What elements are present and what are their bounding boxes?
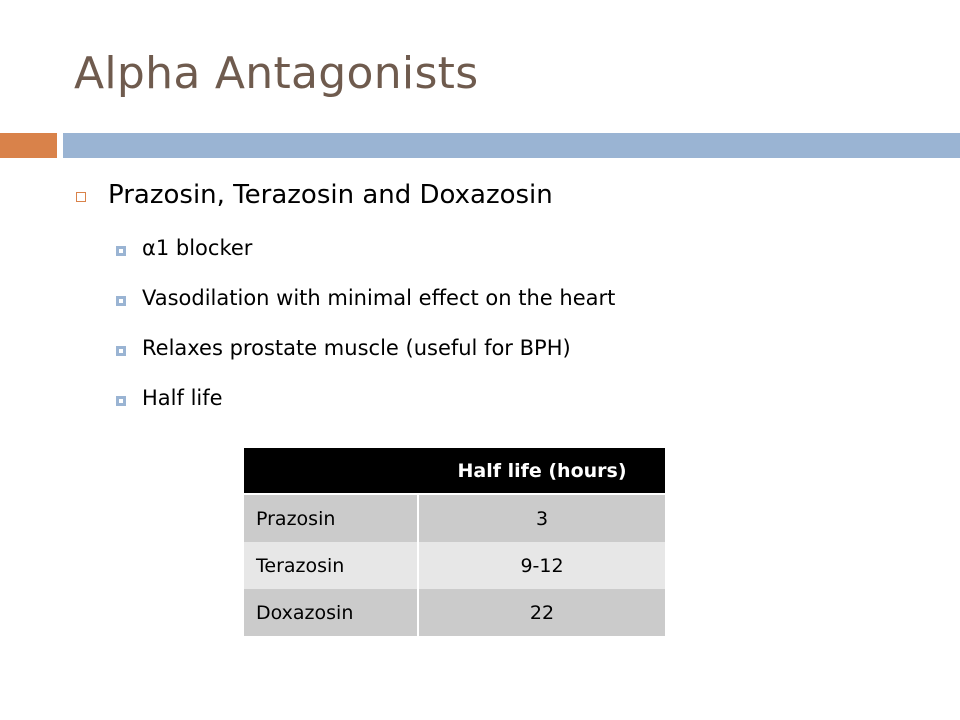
table-header-half-life: Half life (hours)	[419, 448, 665, 495]
half-life-table	[244, 448, 665, 636]
bullet-level2-text: Half life	[142, 386, 223, 410]
square-bullet-icon	[116, 246, 126, 256]
square-bullet-icon	[116, 396, 126, 406]
slide-title: Alpha Antagonists	[74, 48, 479, 99]
table-row	[244, 589, 665, 636]
bullet-level2-text: Relaxes prostate muscle (useful for BPH)	[142, 336, 571, 360]
square-bullet-icon	[116, 296, 126, 306]
bullet-level2-text: Vasodilation with minimal effect on the heart	[142, 286, 616, 310]
table-cell-half-life: 22	[419, 589, 665, 636]
title-accent-bar-orange	[0, 133, 57, 158]
table-cell-drug: Doxazosin	[244, 589, 419, 636]
table-cell-half-life: 9-12	[419, 542, 665, 589]
table-cell-drug: Terazosin	[244, 542, 419, 589]
table-header-cell-empty	[244, 448, 419, 495]
table-row	[244, 495, 665, 542]
table-header-row	[244, 448, 665, 495]
bullet-level1-text: Prazosin, Terazosin and Doxazosin	[108, 180, 553, 210]
table-cell-half-life: 3	[419, 495, 665, 542]
table-row	[244, 542, 665, 589]
title-accent-bar-blue	[63, 133, 960, 158]
table-cell-drug: Prazosin	[244, 495, 419, 542]
hollow-square-bullet-icon	[76, 192, 86, 202]
bullet-level2-text: α1 blocker	[142, 236, 253, 260]
square-bullet-icon	[116, 346, 126, 356]
